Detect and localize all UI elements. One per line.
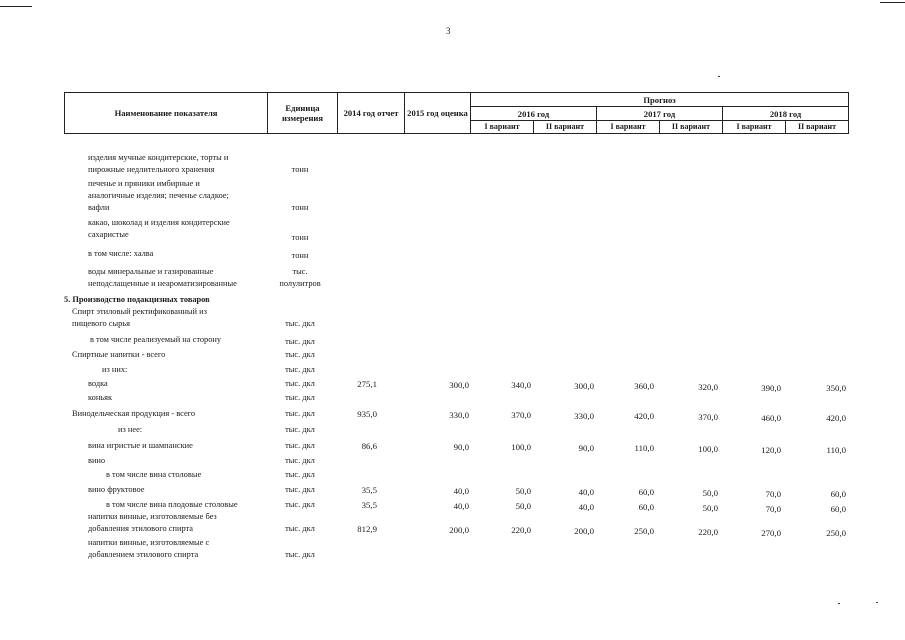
row-value: 390,0 — [761, 383, 781, 393]
row-name: неподслащенные и неароматизированные — [88, 279, 237, 288]
row-unit: тыс. дкл — [285, 550, 315, 559]
row-value: 70,0 — [765, 504, 781, 514]
row-name: напитки винные, изготовляемые с — [88, 538, 210, 547]
row-value: 70,0 — [765, 489, 781, 499]
row-name: изделия мучные кондитерские, торты и — [88, 153, 229, 162]
row-value: 275,1 — [357, 379, 377, 389]
table-row — [0, 217, 905, 247]
row-value: 420,0 — [826, 413, 846, 423]
row-name: Винодельческая продукция - всего — [72, 409, 196, 418]
table-row — [0, 266, 905, 296]
header-2015: 2015 год оценка — [405, 93, 471, 134]
row-value: 60,0 — [638, 502, 654, 512]
row-value: 370,0 — [511, 410, 531, 420]
row-name: в том числе реализуемый на сторону — [90, 335, 222, 344]
row-unit: тыс. — [292, 267, 308, 276]
row-value: 90,0 — [578, 443, 594, 453]
row-value: 330,0 — [449, 410, 469, 420]
header-unit: Единица измерения — [268, 93, 338, 134]
header-forecast: Прогноз — [471, 93, 849, 107]
row-unit: тыс. дкл — [285, 456, 315, 465]
row-unit: тыс. дкл — [285, 365, 315, 374]
row-unit: тыс. дкл — [285, 393, 315, 402]
row-value: 250,0 — [634, 526, 654, 536]
row-unit: тыс. дкл — [285, 425, 315, 434]
row-value: 360,0 — [634, 381, 654, 391]
row-unit: тыс. дкл — [285, 350, 315, 359]
row-value: 50,0 — [515, 501, 531, 511]
row-name: водка — [88, 379, 108, 388]
row-unit: тонн — [291, 203, 309, 212]
row-value: 35,5 — [361, 485, 377, 495]
table-row — [0, 178, 905, 212]
row-unit: тыс. дкл — [285, 524, 315, 533]
row-name: из нее: — [118, 425, 143, 434]
header-year-2017: 2017 год — [597, 107, 723, 121]
row-unit: полулитров — [279, 279, 321, 288]
row-value: 300,0 — [449, 380, 469, 390]
header-variant-1: I вариант — [597, 121, 660, 134]
row-unit: тыс. дкл — [285, 409, 315, 418]
row-value: 110,0 — [634, 443, 654, 453]
row-name: вина игристые и шампанские — [88, 441, 193, 450]
header-year-2018: 2018 год — [723, 107, 849, 121]
row-value: 100,0 — [511, 442, 531, 452]
row-value: 340,0 — [511, 380, 531, 390]
row-value: 270,0 — [761, 528, 781, 538]
row-name: в том числе: халва — [88, 249, 154, 258]
header-year-2016: 2016 год — [471, 107, 597, 121]
row-name: напитки винные, изготовляемые без — [88, 512, 217, 521]
row-unit: тыс. дкл — [285, 485, 315, 494]
row-value: 935,0 — [357, 409, 377, 419]
row-name: аналогичные изделия; печенье сладкое; — [88, 191, 229, 200]
row-value: 370,0 — [698, 412, 718, 422]
row-value: 100,0 — [698, 444, 718, 454]
header-variant-2: II вариант — [786, 121, 849, 134]
row-value: 40,0 — [453, 486, 469, 496]
row-unit: тонн — [291, 251, 309, 260]
row-unit: тыс. дкл — [285, 500, 315, 509]
row-name: Спиртные напитки - всего — [72, 350, 166, 359]
row-value: 200,0 — [574, 526, 594, 536]
row-value: 50,0 — [515, 486, 531, 496]
row-value: 50,0 — [702, 503, 718, 513]
row-value: 350,0 — [826, 383, 846, 393]
row-name: 5. Производство подакцизных товаров — [64, 295, 210, 304]
row-value: 60,0 — [830, 504, 846, 514]
row-name: коньяк — [88, 393, 113, 402]
row-name: воды минеральные и газированные — [88, 267, 214, 276]
header-2014: 2014 год отчет — [338, 93, 405, 134]
row-value: 60,0 — [638, 487, 654, 497]
row-name: пирожные недлительного хранения — [88, 165, 215, 174]
row-name: в том числе вина плодовые столовые — [106, 500, 238, 509]
row-unit: тыс. дкл — [285, 441, 315, 450]
row-value: 250,0 — [826, 528, 846, 538]
row-name: какао, шоколад и изделия кондитерские — [88, 218, 230, 227]
header-variant-2: II вариант — [534, 121, 597, 134]
table-row — [0, 306, 905, 336]
row-value: 300,0 — [574, 381, 594, 391]
row-name: вафли — [88, 203, 110, 212]
row-unit: тонн — [291, 165, 309, 174]
row-value: 40,0 — [578, 487, 594, 497]
row-value: 220,0 — [511, 525, 531, 535]
header-variant-1: I вариант — [471, 121, 534, 134]
row-unit: тыс. дкл — [285, 337, 315, 346]
row-value: 35,5 — [361, 500, 377, 510]
table-row — [0, 537, 905, 567]
row-unit: тыс. дкл — [285, 379, 315, 388]
row-unit: тонн — [291, 233, 309, 242]
row-name: в том числе вина столовые — [106, 470, 202, 479]
row-value: 120,0 — [761, 445, 781, 455]
row-value: 220,0 — [698, 527, 718, 537]
header-name: Наименование показателя — [65, 93, 268, 134]
row-value: 50,0 — [702, 488, 718, 498]
row-name: вино — [88, 456, 106, 465]
row-name: добавлением этилового спирта — [88, 550, 199, 559]
row-value: 812,9 — [357, 524, 377, 534]
row-unit: тыс. дкл — [285, 470, 315, 479]
row-value: 420,0 — [634, 411, 654, 421]
header-variant-1: I вариант — [723, 121, 786, 134]
row-unit: тыс. дкл — [285, 319, 315, 328]
row-name: добавления этилового спирта — [88, 524, 194, 533]
row-value: 110,0 — [826, 445, 846, 455]
row-value: 40,0 — [453, 501, 469, 511]
row-name: Спирт этиловый ректификованный из — [72, 307, 207, 316]
row-value: 60,0 — [830, 489, 846, 499]
row-value: 90,0 — [453, 442, 469, 452]
page-number: 3 — [446, 26, 451, 36]
row-name: вино фруктовое — [88, 485, 145, 494]
row-value: 40,0 — [578, 502, 594, 512]
row-value: 320,0 — [698, 382, 718, 392]
row-name: пищевого сырья — [72, 319, 130, 328]
row-value: 86,6 — [361, 441, 377, 451]
row-value: 330,0 — [574, 411, 594, 421]
row-value: 460,0 — [761, 413, 781, 423]
row-name: сахаристые — [88, 230, 129, 239]
row-name: печенье и пряники имбирные и — [88, 179, 200, 188]
row-name: из них: — [102, 365, 128, 374]
header-variant-2: II вариант — [660, 121, 723, 134]
row-value: 200,0 — [449, 525, 469, 535]
